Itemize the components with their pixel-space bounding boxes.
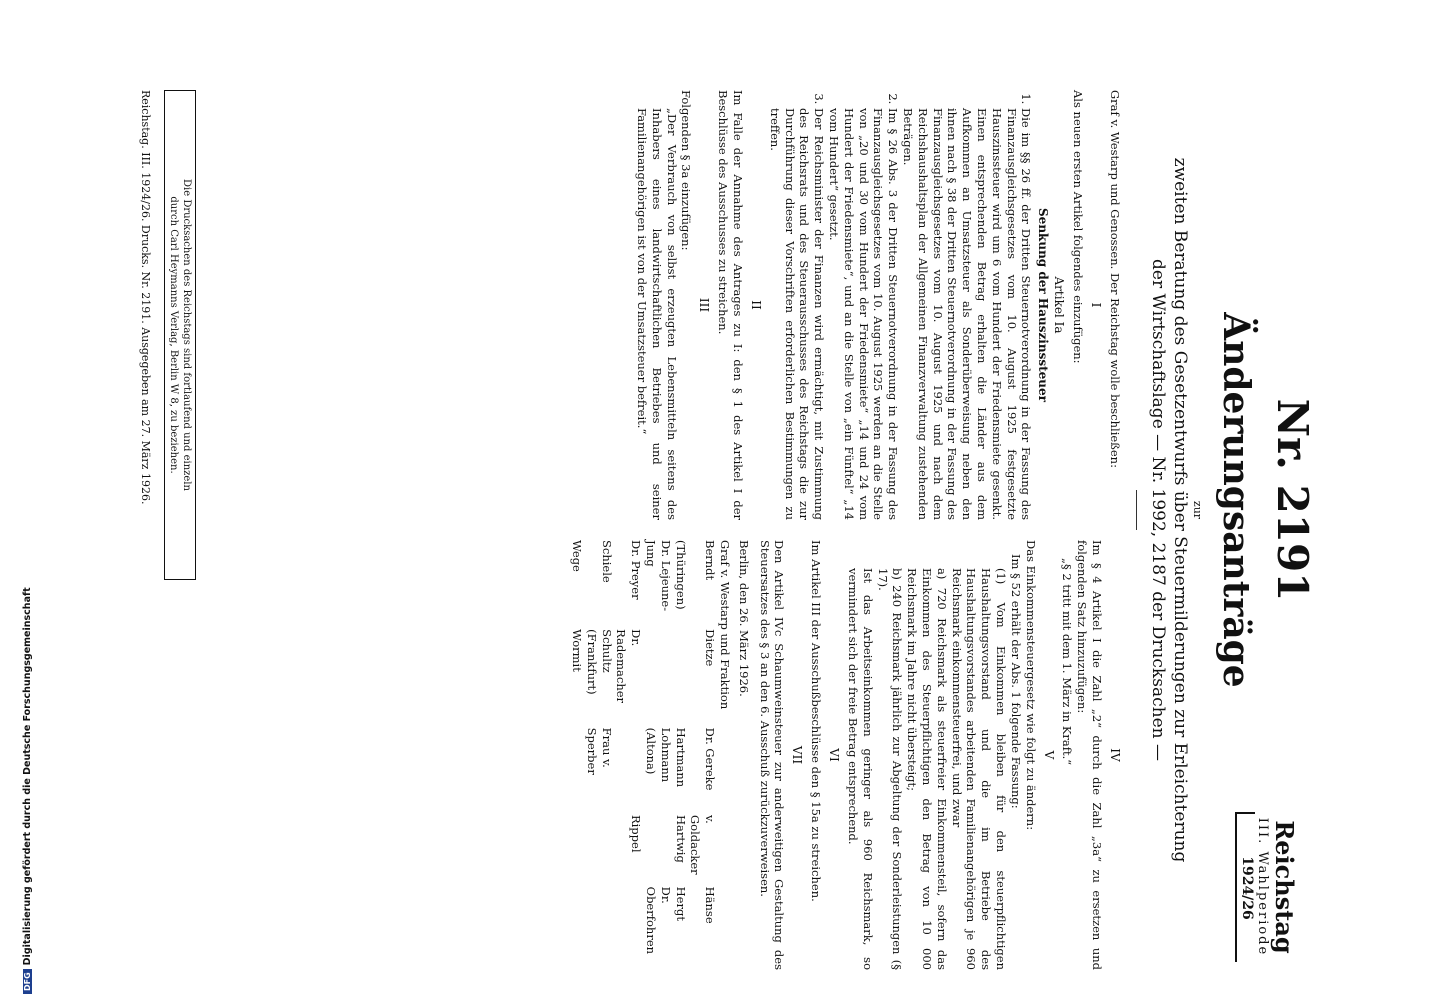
signature-row [614, 540, 644, 970]
article-heading: Artikel Ia [1052, 276, 1067, 334]
reichstag-box [1235, 812, 1298, 962]
signature-row [584, 540, 614, 970]
section-i-heading: I [1089, 302, 1104, 308]
side-note [0, 0, 33, 1000]
signature-name [584, 815, 614, 887]
signature-name: (Thüringen) [673, 540, 688, 610]
section-ii-heading: II [749, 300, 764, 310]
signature-name [673, 629, 688, 727]
article-items [767, 90, 1033, 520]
years-label: 1924/26 [1235, 812, 1255, 962]
date-line: Berlin, den 26. März 1926. [736, 540, 751, 697]
subtitle-line-2: der Wirtschaftslage — Nr. 1992, 2187 der Drucksachen — [1148, 259, 1168, 761]
signature-row [688, 540, 718, 970]
reichstag-label: Reichstag [1270, 820, 1299, 954]
signature-name: Dietze [703, 629, 718, 667]
signature-name: Hartmann [673, 727, 688, 788]
section-iv-text: Im § 4 Artikel I die Zahl „2“ durch die Zahl „3a“ zu ersetzen und folgenden Satz hinzuzufügen: [1075, 540, 1104, 970]
section-vii-text: Den Artikel IVc Schaumweinsteuer zur anderweitigen Gestaltung des Steuersatzes des § 3 an den 6. Ausschuß zurückzuverweisen. [757, 540, 787, 970]
signature-name [569, 728, 584, 815]
dfg-logo: DFG [23, 969, 32, 994]
signature-name: Lohmann (Altona) [644, 727, 673, 783]
signature-name [643, 815, 673, 887]
article-item-1: 1. Die im §§ 26 ff. der Dritten Steuernotverordnung in der Fassung des Finanzausgleichsgesetzes vom 10. August 1925 festgesetzte Hauszinssteuer wird um 6 vom Hundert der Friedensmiete gesenkt. Einen entsprechenden Betrag erhalten die Länder aus dem Aufkommen an Umsatzsteuer als Sonderüberweisung neben den ihnen nach § 38 der Dritten Steuernotverordnung in der Fassung des Finanzausgleichsgesetzes vom 10. August 1925 und nach dem Reichshaushaltsplan der Allgemeinen Finanzverwaltung zustehenden Beträgen. [900, 108, 1033, 520]
signature-row [643, 540, 673, 970]
signature-name: Dr. Preyer [629, 540, 644, 600]
section-iv-quote: „§ 2 tritt mit dem 1. März in Kraft.“ [1060, 558, 1075, 766]
signature-name: Dr. Lejeune-Jung [644, 540, 673, 612]
dfg-note-text: Digitalisierung gefördert durch die Deutsche Forschungsgemeinschaft [22, 587, 33, 966]
separator-rule [1136, 490, 1137, 530]
signature-name: Dr. Rademacher [614, 629, 644, 704]
section-iii-quote: „Der Verbrauch von selbst erzeugten Lebensmitteln seitens des Inhabers eines landwirtschaftlichen Betriebes und seiner Familienangehörigen ist von der Umsatzsteuer befreit.“ [635, 108, 679, 520]
section-iii-heading: III [697, 297, 712, 313]
signature-name [643, 629, 673, 727]
article-item-2: 2. Im § 26 Abs. 3 der Dritten Steuernotverordnung in der Fassung des Finanzausgleichsgesetzes vom 10. August 1925 werden an die Stelle von „20 und 30 vom Hundert der Friedensmiete“ „14 und 24 vom Hundert der Friedensmiete“, und an die Stelle von „ein Fünftel“ „14 vom Hundert“ gesetzt. [826, 108, 900, 520]
article-item-3: 3. Der Reichsminister der Finanzen wird ermächtigt, mit Zustimmung des Reichsrats und des Steuerausschusses des Reichstags die zur Durchführung dieser Vorschriften erforderlichen Bestimmungen zu treffen. [767, 108, 826, 520]
section-v-text: Im § 52 erhält der Abs. 1 folgende Fassung: [1008, 554, 1023, 809]
section-i-intro: Als neuen ersten Artikel folgendes einzufügen: [1071, 90, 1086, 364]
subtitle-line-1: zweiten Beratung des Gesetzentwurfs über Steuermilderungen zur Erleichterung [1170, 157, 1190, 863]
signature-name: Dr. Oberfohren [644, 886, 673, 955]
section-iv-heading: IV [1108, 748, 1122, 762]
distribution-box [164, 90, 196, 580]
section-v-closing: Ist das Arbeitseinkommen geringer als 960 Reichsmark, so vermindert sich der freie Betrag entsprechend. [846, 568, 875, 970]
right-column [569, 540, 1122, 970]
signature-name: Hänse [703, 886, 718, 924]
doc-number: Nr. 2191 [1268, 398, 1317, 602]
signature-name [569, 815, 584, 887]
signature-table [569, 540, 717, 970]
section-v-paragraph: (1) Vom Einkommen bleiben für den steuerpflichtigen Haushaltungsvorstand und die im Betriebe des Haushaltungsvorstandes arbeitenden Familienangehörigen je 960 Reichsmark einkommensteuerfrei, und zwar [949, 568, 1009, 970]
doc-header [1214, 270, 1316, 730]
signature-name: Wege [570, 540, 585, 572]
signature-name: Schiele [599, 540, 614, 583]
distribution-line-2: durch Carl Heymanns Verlag, Berlin W 8, zu beziehen. [168, 196, 179, 474]
section-iii-intro: Folgenden § 3a einzufügen: [679, 90, 694, 251]
section-v-item-a: a) 720 Reichsmark als steuerfreier Einkommensteil, sofern das Einkommen des Steuerpflichtigen den Betrag von 10 000 Reichsmark im Jahre nicht übersteigt; [905, 568, 949, 970]
wahlperiode-label: III. Wahlperiode [1255, 817, 1270, 957]
section-ii-text: Im Falle der Annahme des Antrages zu I: den § 1 des Artikel I der Beschlüsse des Ausschusses zu streichen. [716, 90, 746, 520]
signature-name: v. Goldacker [688, 814, 718, 875]
signature-name: Hergt [673, 886, 688, 921]
subtitle-block [1136, 80, 1204, 940]
signature-name: Rippel [629, 814, 644, 853]
signature-row [673, 540, 688, 970]
signature-name: Wormit [570, 629, 585, 672]
signature-name: Berndt [703, 540, 718, 581]
subtitle-zur: zur [1191, 500, 1204, 520]
section-vi-text: Im Artikel III der Ausschußbeschlüsse den § 15a zu streichen. [809, 540, 824, 902]
signature-name: Schultz (Frankfurt) [584, 629, 614, 695]
footer-line: Reichstag. III. 1924/26. Drucks. Nr. 2191. Ausgegeben am 27. März 1926. [139, 90, 152, 505]
signature-name [569, 887, 584, 970]
section-v-heading: V [1041, 750, 1056, 760]
doc-title: Änderungsanträge [1215, 312, 1257, 688]
signature-name [614, 887, 644, 970]
section-vi-heading: VI [827, 748, 842, 762]
section-vii-heading: VII [790, 745, 805, 765]
section-v-item-b: b) 240 Reichsmark jährlich zur Abgeltung der Sonderleistungen (§ 17). [875, 568, 905, 970]
signature-heading: Graf v. Westarp und Fraktion [718, 540, 733, 710]
signature-name [584, 887, 614, 970]
article-title: Senkung der Hauszinssteuer [1036, 208, 1051, 402]
signature-name: Frau v. Sperber [584, 727, 614, 775]
section-v-intro: Das Einkommensteuergesetz wie folgt zu ändern: [1023, 540, 1038, 831]
signature-name [614, 728, 644, 815]
signature-name: Dr. Gereke [703, 727, 718, 791]
distribution-line-1: Die Drucksachen des Reichstags sind fortlaufend und einzeln [181, 179, 192, 491]
signature-name: Hartwig [673, 814, 688, 863]
dfg-note [22, 587, 33, 994]
movers-line: Graf v. Westarp und Genossen. Der Reichstag wolle beschließen: [1108, 90, 1122, 468]
left-column [634, 90, 1122, 520]
signature-row [569, 540, 584, 970]
